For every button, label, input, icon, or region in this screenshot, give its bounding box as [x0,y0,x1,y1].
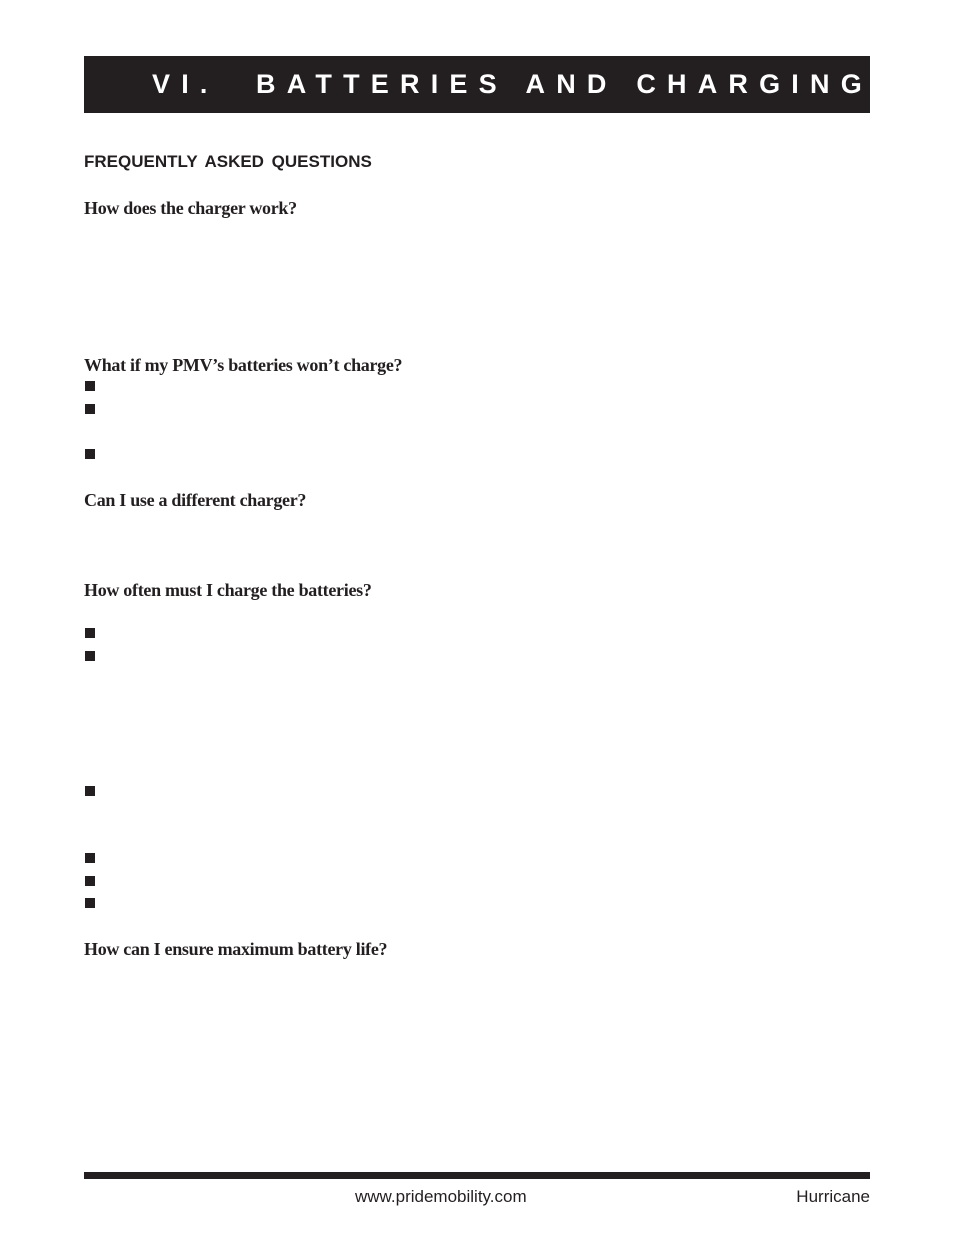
square-bullet-icon [85,628,95,638]
square-bullet-icon [85,786,95,796]
question-maximum-battery-life: How can I ensure maximum battery life? [84,939,388,959]
footer-website: www.pridemobility.com [355,1187,527,1206]
question-batteries-wont-charge: What if my PMV’s batteries won’t charge? [84,355,403,375]
footer-model-name: Hurricane [796,1187,870,1206]
square-bullet-icon [85,853,95,863]
section-heading: FREQUENTLY ASKED QUESTIONS [84,152,372,171]
square-bullet-icon [85,404,95,414]
square-bullet-icon [85,651,95,661]
question-different-charger: Can I use a different charger? [84,490,307,510]
question-charger-work: How does the charger work? [84,198,297,218]
footer-rule [84,1172,870,1179]
square-bullet-icon [85,898,95,908]
square-bullet-icon [85,449,95,459]
square-bullet-icon [85,381,95,391]
chapter-title: VI. BATTERIES AND CHARGING [152,69,873,99]
square-bullet-icon [85,876,95,886]
question-charge-frequency: How often must I charge the batteries? [84,580,372,600]
